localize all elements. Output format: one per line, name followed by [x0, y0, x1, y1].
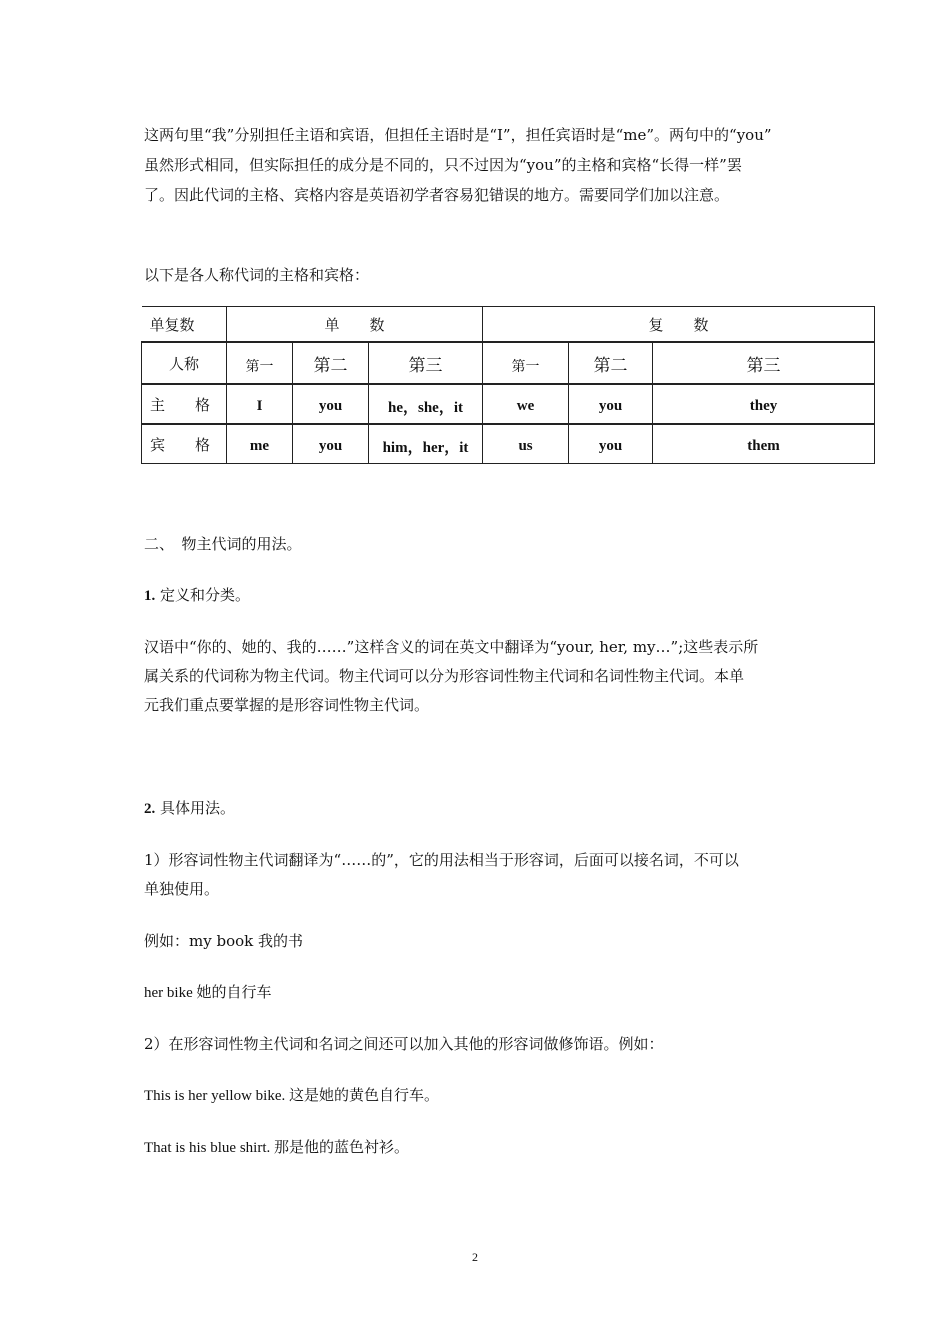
subsection2-heading: [144, 795, 814, 822]
subsection1-title: 定义和分类。: [160, 586, 251, 604]
subsection1-heading: [144, 582, 814, 609]
subsection2-number: 2.: [144, 801, 156, 817]
para1-line-1: 汉语中“你的、她的、我的……”这样含义的词在英文中翻译为“your, her, my…”;这些表示所: [144, 638, 759, 656]
pronoun-cell: me: [227, 424, 293, 464]
corner-label: 单复数: [142, 307, 227, 343]
example-3: This is her yellow bike. 这是她的黄色自行车。: [144, 1088, 439, 1104]
pronoun-cell: he，she，it: [369, 384, 483, 424]
person-label: 人称: [142, 342, 227, 384]
subsection2-title: 具体用法。: [160, 799, 236, 817]
example-2: her bike 她的自行车: [144, 985, 272, 1001]
pronoun-cell: I: [227, 384, 293, 424]
person-row: [142, 342, 875, 384]
person-cell: 第一: [483, 342, 569, 384]
usage2-line: 2）在形容词性物主代词和名词之间还可以加入其他的形容词做修饰语。例如：: [144, 1035, 664, 1053]
table-row-object: [142, 424, 875, 464]
table-row-subject: [142, 384, 875, 424]
intro-line-2: 虽然形式相同，但实际担任的成分是不同的，只不过因为“you”的主格和宾格“长得一样”罢: [144, 156, 742, 174]
intro-line-3: 了。因此代词的主格、宾格内容是英语初学者容易犯错误的地方。需要同学们加以注意。: [144, 186, 730, 204]
pronoun-cell: you: [569, 384, 653, 424]
person-cell: 第二: [293, 342, 369, 384]
pronoun-cell: they: [653, 384, 875, 424]
table-header-row: [142, 307, 875, 343]
intro-line-1: 这两句里“我”分别担任主语和宾语，但担任主语时是“I”，担任宾语时是“me”。两句中的“you”: [144, 126, 772, 144]
person-cell: 第三: [653, 342, 875, 384]
subsection1-number: 1.: [144, 588, 156, 604]
pronoun-cell: you: [293, 424, 369, 464]
pronoun-cell: we: [483, 384, 569, 424]
usage1-line-1: 1）形容词性物主代词翻译为“……的”，它的用法相当于形容词，后面可以接名词，不可以: [144, 851, 739, 869]
pronoun-case-table: [141, 306, 875, 464]
pronoun-cell: them: [653, 424, 875, 464]
pronoun-cell: you: [569, 424, 653, 464]
row-label: 宾 格: [142, 424, 227, 464]
usage1-line-2: 单独使用。: [144, 880, 220, 898]
page-number: 2: [472, 1250, 478, 1264]
row-label: 主 格: [142, 384, 227, 424]
table-intro: 以下是各人称代词的主格和宾格：: [144, 266, 370, 284]
person-cell: 第二: [569, 342, 653, 384]
plural-header: 复 数: [483, 307, 875, 343]
pronoun-cell: him，her，it: [369, 424, 483, 464]
person-cell: 第三: [369, 342, 483, 384]
pronoun-cell: you: [293, 384, 369, 424]
person-cell: 第一: [227, 342, 293, 384]
example-4: That is his blue shirt. 那是他的蓝色衬衫。: [144, 1140, 409, 1156]
para1-line-3: 元我们重点要掌握的是形容词性物主代词。: [144, 696, 430, 714]
singular-header: 单 数: [227, 307, 483, 343]
section2-heading: 二、 物主代词的用法。: [144, 535, 302, 553]
example-1: 例如：my book 我的书: [144, 932, 303, 950]
para1-line-2: 属关系的代词称为物主代词。物主代词可以分为形容词性物主代词和名词性物主代词。本单: [144, 667, 745, 685]
pronoun-cell: us: [483, 424, 569, 464]
